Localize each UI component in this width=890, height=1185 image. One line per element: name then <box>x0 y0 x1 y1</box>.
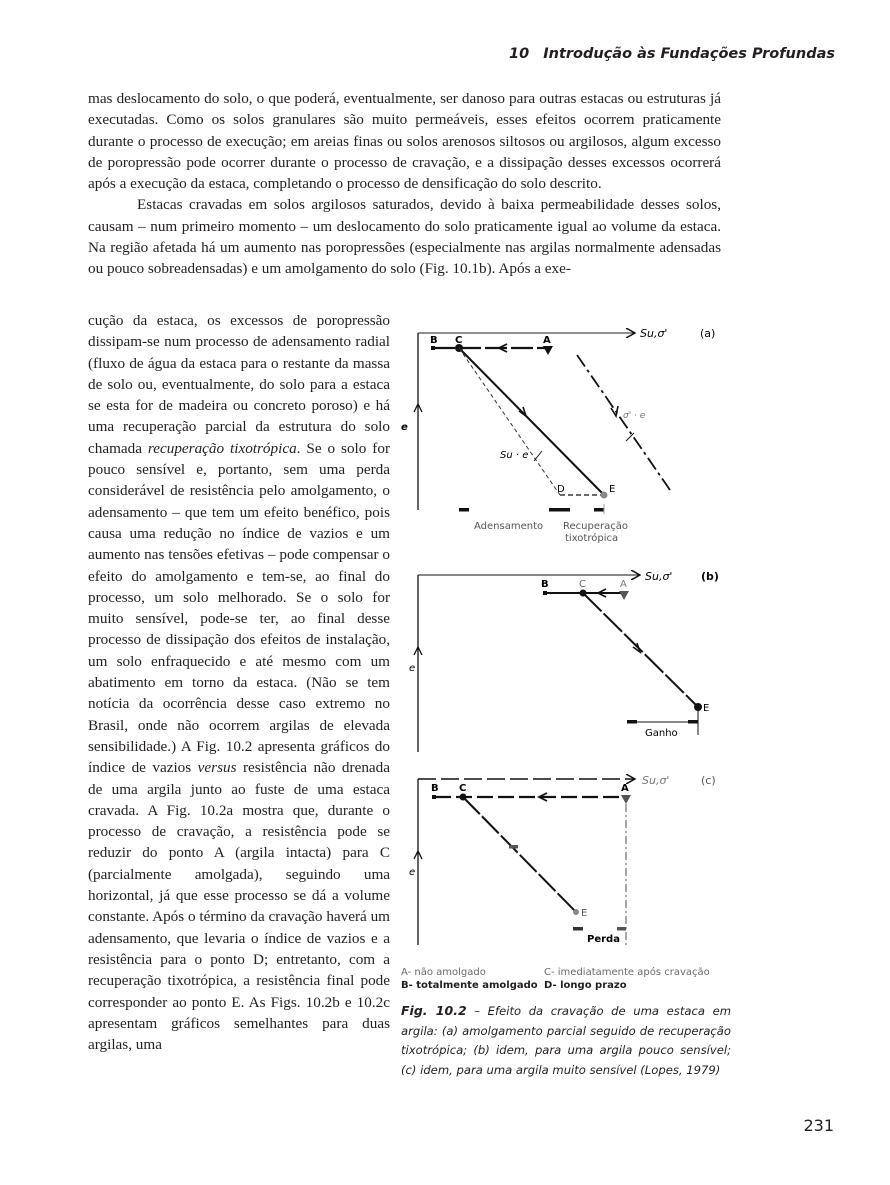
figure-10-2 <box>395 318 735 968</box>
y-axis-label: e <box>409 867 416 878</box>
bracket-tick <box>573 927 583 931</box>
legend-row <box>401 966 731 979</box>
arrow-marker-icon <box>509 845 518 849</box>
bracket-tick <box>549 508 570 512</box>
point-b-marker <box>432 795 436 799</box>
label-e: E <box>609 484 616 495</box>
emphasis-term: versus <box>197 759 237 777</box>
legend-item-d: D- longo prazo <box>544 980 627 991</box>
legend-item-a: A- não amolgado <box>401 967 486 978</box>
point-a-marker <box>543 346 553 355</box>
running-head <box>509 46 835 62</box>
tick-mark <box>626 433 634 441</box>
label-b: B <box>541 579 549 590</box>
y-axis-label: e <box>401 422 408 433</box>
chapter-number: 10 <box>509 46 530 62</box>
label-c: C <box>459 783 467 794</box>
path-c-to-e <box>463 797 576 912</box>
paragraph-2-intro: Estacas cravadas em solos argilosos saturados, devido à baixa permeabilidade desses solos, causam – num primeiro momento – um deslocamento do solo praticamente igual ao volume da estaca. Na região afetada há um aumento nas poropressões (especialmente nas argilas normalmente adensadas ou pouco sobreadensadas) e um amolgamento do solo (Fig. 10.1b). Após a exe- <box>88 196 721 278</box>
panel-b <box>409 570 719 752</box>
panel-tag: (b) <box>701 570 719 583</box>
label-d: D <box>557 484 565 495</box>
bracket-label-adensamento: Adensamento <box>474 521 544 532</box>
bracket-tick <box>627 720 637 724</box>
point-a-marker <box>619 591 629 600</box>
body-text-full-width <box>88 88 721 280</box>
text-run: resistência não drenada de uma argila junto ao fuste de uma estaca cravada. A Fig. 10.2a mostra que, durante o processo de cravação, a resistência pode se reduzir do ponto A (argila intacta) para C (parcialmente amolgada), seguindo uma horizontal, já que esse processo se dá a volume constante. Após o término da cravação haverá um adensamento, que levaria o índice de vazios e a resistência para o ponto D; entretanto, com a recuperação tixotrópica, a resistência final pode corresponder ao ponto E. As Figs. 10.2b e 10.2c apresentam gráficos semelhantes para duas argilas, uma <box>88 759 390 1054</box>
tick-mark <box>534 451 542 461</box>
label-e: E <box>703 703 710 714</box>
y-axis-label: e <box>409 663 416 674</box>
sigma-e-line <box>577 355 670 490</box>
paragraph-1: mas deslocamento do solo, o que poderá, eventualmente, ser danoso para outras estacas ou estruturas já executadas. Como os solos granulares são muito permeáveis, esses efeitos ocorrem praticamente durante o processo de execução; em areias finas ou solos arenosos siltosos ou argilosos, algum excesso de poropressão pode ocorrer durante o processo de cravação, e a dissipação desses excessos ocorrerá após a execução da estaca, completando o processo de densificação do solo descrito. <box>88 90 721 193</box>
path-c-to-e <box>459 348 604 495</box>
label-a: A <box>621 783 629 794</box>
x-axis-label: Su,σ' <box>645 570 673 583</box>
label-e: E <box>581 908 588 919</box>
point-b-marker <box>431 346 435 350</box>
legend-item-b: B- totalmente amolgado <box>401 980 538 991</box>
caption-label: Fig. 10.2 <box>401 1003 467 1018</box>
arrow-down-right-icon <box>611 406 618 416</box>
figure-caption <box>401 1001 731 1080</box>
panel-c <box>409 774 716 945</box>
path-c-to-e <box>583 593 698 707</box>
bracket-label-perda: Perda <box>587 934 620 945</box>
label-c: C <box>455 335 463 346</box>
caption-text: – Efeito da cravação de uma estaca em argila: (a) amolgamento parcial seguido de recuperação tixotrópica; (b) idem, para uma argila pouco sensível; (c) idem, para uma argila muito sensível (Lopes, 1979) <box>401 1004 731 1077</box>
point-b-marker <box>543 591 547 595</box>
label-c: C <box>579 579 586 590</box>
bracket-label-tixotropica: tixotrópica <box>565 533 619 544</box>
text-run: . Se o solo for pouco sensível e, portanto, sem uma perda considerável de resistência pelo amolgamento, o adensamento – que tem um efeito benéfico, pois causa uma redução no índice de vazios e um aumento nas tensões efetivas – pode compensar o efeito do amolgamento e tem-se, ao final do processo, um solo melhorado. Se o solo for muito sensível, pode-se ter, ao final desse processo de dissipação dos efeitos de instalação, um solo enfraquecido e até mesmo com um abatimento em torno da estaca. (Não se tem notícia da ocorrência desse caso extremo no Brasil, onde não ocorrem argilas de elevada sensibilidade.) A Fig. 10.2 apresenta gráficos do índice de vazios <box>88 439 390 777</box>
point-e-marker <box>601 492 608 499</box>
bracket-tick <box>688 720 698 724</box>
label-a: A <box>620 579 627 590</box>
legend-row <box>401 979 731 992</box>
panel-tag: (a) <box>700 327 716 340</box>
sigma-e-label: σ' · e <box>623 411 646 421</box>
figure-legend <box>401 966 731 992</box>
figure-diagrams <box>395 318 735 968</box>
bracket-label-recuperacao: Recuperação <box>563 521 628 532</box>
label-b: B <box>431 783 439 794</box>
chapter-title: Introdução às Fundações Profundas <box>543 46 835 62</box>
page-number: 231 <box>803 1116 834 1135</box>
legend-item-c: C- imediatamente após cravação <box>544 967 710 978</box>
body-text-column <box>88 310 390 1055</box>
text-run: cução da estaca, os excessos de poropressão dissipam-se num processo de adensamento radial (fluxo de água da estaca para o restante da massa de solo ou, eventualmente, do solo para a estaca se esta for de madeira ou concreto poroso) e há uma recuperação parcial da estrutura do solo chamada <box>88 312 390 457</box>
emphasis-term: recuperação tixotrópica <box>147 439 297 457</box>
label-b: B <box>430 335 438 346</box>
x-axis-label: Su,σ' <box>640 327 668 340</box>
paragraph-2-continued <box>88 310 390 1055</box>
x-axis-label: Su,σ' <box>642 774 670 787</box>
su-e-line <box>459 348 560 495</box>
point-e-marker <box>573 909 579 915</box>
bracket-tick <box>459 508 469 512</box>
bracket-tick <box>617 927 626 931</box>
bracket-label-ganho: Ganho <box>645 728 678 739</box>
panel-a <box>401 327 715 544</box>
su-e-label: Su · e <box>500 450 529 461</box>
label-a: A <box>543 335 551 346</box>
panel-tag: (c) <box>701 774 716 787</box>
point-a-marker <box>621 795 631 804</box>
bracket-tick <box>594 508 604 512</box>
